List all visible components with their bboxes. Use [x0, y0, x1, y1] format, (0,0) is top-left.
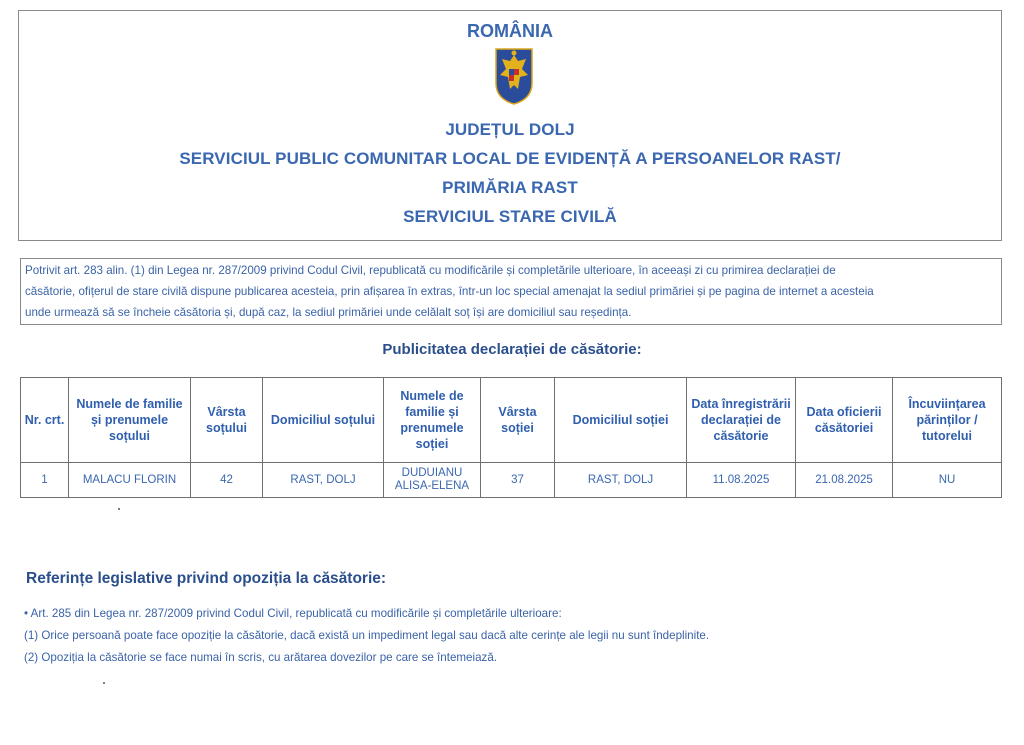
department-title: SERVICIUL STARE CIVILĂ — [403, 207, 617, 226]
column-header: Vârsta soțului — [191, 378, 263, 463]
header-box — [18, 10, 1002, 241]
romania-coat-of-arms-icon — [494, 47, 534, 105]
table-cell: RAST, DOLJ — [263, 463, 384, 498]
scan-speck — [103, 682, 105, 684]
intro-line-3: unde urmează să se încheie căsătoria și, după caz, la sediul primăriei unde celălalt soț își are domiciliul sau reședința. — [25, 306, 632, 319]
column-header: Domiciliul soțului — [263, 378, 384, 463]
intro-line-1: Potrivit art. 283 alin. (1) din Legea nr. 287/2009 privind Codul Civil, republicată cu modificările și completările ulterioare, în aceeași zi cu primirea declarației de — [25, 264, 836, 277]
table-cell: RAST, DOLJ — [555, 463, 687, 498]
table-cell: 1 — [21, 463, 69, 498]
table-header-row — [21, 378, 1002, 463]
column-header: Nr. crt. — [21, 378, 69, 463]
references-title: Referințe legislative privind opoziția la căsătorie: — [26, 570, 387, 587]
column-header: Domiciliul soției — [555, 378, 687, 463]
marriage-declaration-table — [20, 377, 1002, 498]
scan-speck — [118, 508, 120, 510]
column-header: Numele de familie și prenumele soțului — [69, 378, 191, 463]
column-header: Încuviințarea părinților / tutorelui — [893, 378, 1002, 463]
table-cell: 42 — [191, 463, 263, 498]
reference-item: (2) Opoziția la căsătorie se face numai în scris, cu arătarea dovezilor pe care se întemeiază. — [24, 651, 497, 664]
column-header: Vârsta soției — [481, 378, 555, 463]
column-header: Data oficierii căsătoriei — [796, 378, 893, 463]
column-header: Data înregistrării declarației de căsătorie — [687, 378, 796, 463]
section-title: Publicitatea declarației de căsătorie: — [382, 341, 642, 358]
table-row — [21, 463, 1002, 498]
service-title-line1: SERVICIUL PUBLIC COMUNITAR LOCAL DE EVIDENȚĂ A PERSOANELOR RAST/ — [179, 149, 841, 168]
reference-item: (1) Orice persoană poate face opoziție la căsătorie, dacă există un impediment legal sau dacă alte cerințe ale legii nu sunt îndeplinite. — [24, 629, 710, 642]
table-cell: 37 — [481, 463, 555, 498]
table-cell: DUDUIANU ALISA-ELENA — [384, 463, 481, 498]
column-header: Numele de familie și prenumele soției — [384, 378, 481, 463]
table-cell: NU — [893, 463, 1002, 498]
legal-intro-box — [20, 258, 1002, 325]
county-title: JUDEȚUL DOLJ — [445, 120, 575, 139]
country-title: ROMÂNIA — [467, 21, 553, 41]
table-cell: 11.08.2025 — [687, 463, 796, 498]
service-title-line2: PRIMĂRIA RAST — [442, 178, 578, 197]
reference-item: • Art. 285 din Legea nr. 287/2009 privind Codul Civil, republicată cu modificările și completările ulterioare: — [24, 607, 562, 620]
intro-line-2: căsătorie, ofițerul de stare civilă dispune publicarea acesteia, prin afișarea în extras, într-un loc special amenajat la sediul primăriei și pe pagina de internet a acesteia — [25, 285, 874, 298]
table-cell: 21.08.2025 — [796, 463, 893, 498]
table-cell: MALACU FLORIN — [69, 463, 191, 498]
